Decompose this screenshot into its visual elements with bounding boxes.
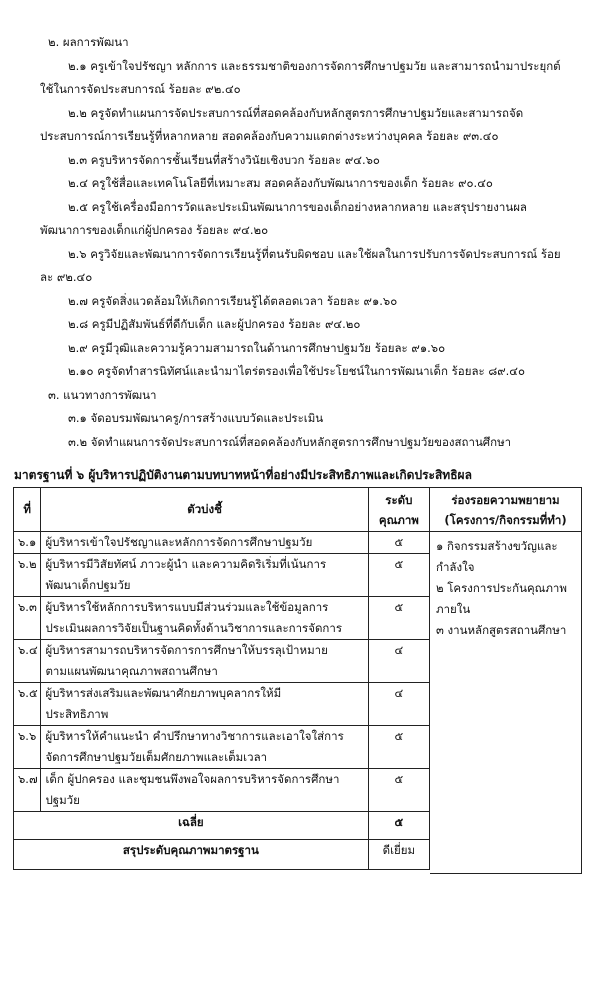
- approach-item-2: ๓.๒ จัดทำแผนการจัดประสบการณ์ที่สอดคล้องกับหลักสูตรการศึกษาปฐมวัยของสถานศึกษา: [68, 434, 512, 449]
- summary-label: สรุประดับคุณภาพมาตรฐาน: [14, 840, 369, 870]
- summary-row: [14, 840, 430, 870]
- result-item-3: ๒.๓ ครูบริหารจัดการชั้นเรียนที่สร้างวินัยเชิงบวก ร้อยละ ๙๔.๖๐: [68, 152, 380, 167]
- evidence-list: [430, 532, 581, 645]
- result-item-5-line-1: ๒.๕ ครูใช้เครื่องมือการวัดและประเมินพัฒนาการของเด็กอย่างหลากหลาย และสรุปรายงานผล: [68, 199, 527, 214]
- result-item-8: ๒.๘ ครูมีปฏิสัมพันธ์ที่ดีกับเด็ก และผู้ปกครอง ร้อยละ ๙๔.๒๐: [68, 317, 361, 331]
- header-indicator: ตัวบ่งชี้: [41, 488, 368, 532]
- evidence-header-line-1: ร่องรอยความพยายาม: [451, 493, 560, 507]
- header-level-line-1: ระดับ: [385, 492, 413, 507]
- result-item-1-line-1: ๒.๑ ครูเข้าใจปรัชญา หลักการ และธรรมชาติของการจัดการศึกษาปฐมวัย และสามารถนำมาประยุกต์: [68, 58, 561, 73]
- evidence-line: กำลังใจ: [436, 560, 475, 574]
- average-label: เฉลี่ย: [14, 812, 369, 840]
- table-header-row: [14, 488, 430, 532]
- evidence-header: [430, 488, 581, 532]
- row-level: ๔: [368, 640, 429, 683]
- table-row: [14, 640, 430, 683]
- table-row: [14, 532, 430, 554]
- result-item-5-line-2: พัฒนาการของเด็กแก่ผู้ปกครอง ร้อยละ ๙๔.๒๐: [40, 223, 269, 237]
- indicator-line: ประเมินผลการวิจัยเป็นฐานคิดทั้งด้านวิชาการและการจัดการ: [45, 621, 343, 635]
- row-num: ๖.๑: [14, 532, 41, 554]
- approach-heading: ๓. แนวทางการพัฒนา: [48, 387, 157, 402]
- result-item-4: ๒.๔ ครูใช้สื่อและเทคโนโลยีที่เหมาะสม สอดคล้องกับพัฒนาการของเด็ก ร้อยละ ๙๐.๔๐: [68, 176, 493, 190]
- standard-title: มาตรฐานที่ ๖ ผู้บริหารปฏิบัติงานตามบทบาทหน้าที่อย่างมีประสิทธิภาพและเกิดประสิทธิผล: [14, 468, 472, 482]
- row-level: ๕: [368, 597, 429, 640]
- indicator-line: ผู้บริหารมีวิสัยทัศน์ ภาวะผู้นำ และความคิดริเริ่มที่เน้นการ: [45, 557, 327, 571]
- row-indicator: [41, 554, 368, 597]
- row-num: ๖.๕: [14, 683, 41, 726]
- header-level-line-2: คุณภาพ: [378, 512, 419, 527]
- indicator-line: ผู้บริหารส่งเสริมและพัฒนาศักยภาพบุคลากรให้มี: [45, 686, 282, 700]
- row-indicator: [41, 769, 368, 812]
- header-num: ที่: [14, 488, 41, 532]
- indicator-line: ผู้บริหารสามารถบริหารจัดการการศึกษาให้บรรลุเป้าหมาย: [45, 643, 328, 657]
- row-num: ๖.๗: [14, 769, 41, 812]
- row-level: ๕: [368, 554, 429, 597]
- table-row: [14, 769, 430, 812]
- indicator-line: ตามแผนพัฒนาคุณภาพสถานศึกษา: [45, 664, 218, 678]
- evidence-header-line-2: (โครงการ/กิจกรรมที่ทำ): [444, 513, 567, 527]
- result-item-6-line-1: ๒.๖ ครูวิจัยและพัฒนาการจัดการเรียนรู้ที่ตนรับผิดชอบ และใช้ผลในการปรับการจัดประสบการณ์ ร้อย: [68, 246, 561, 261]
- table-row: [14, 683, 430, 726]
- result-item-2-line-2: ประสบการณ์การเรียนรู้ที่หลากหลาย สอดคล้องกับความแตกต่างระหว่างบุคคล ร้อยละ ๙๓.๔๐: [40, 129, 499, 143]
- row-indicator: [41, 532, 368, 554]
- table-row: [14, 726, 430, 769]
- indicator-line: พัฒนาเด็กปฐมวัย: [45, 578, 131, 592]
- indicator-line: เด็ก ผู้ปกครอง และชุมชนพึงพอใจผลการบริหารจัดการศึกษา: [45, 772, 340, 786]
- indicator-line: จัดการศึกษาปฐมวัยเต็มศักยภาพและเต็มเวลา: [45, 750, 268, 764]
- row-indicator: [41, 683, 368, 726]
- evidence-line: ๓ งานหลักสูตรสถานศึกษา: [436, 623, 567, 637]
- row-num: ๖.๖: [14, 726, 41, 769]
- row-num: ๖.๓: [14, 597, 41, 640]
- row-level: ๕: [368, 726, 429, 769]
- result-item-9: ๒.๙ ครูมีวุฒิและความรู้ความสามารถในด้านการศึกษาปฐมวัย ร้อยละ ๙๑.๖๐: [68, 340, 446, 355]
- row-num: ๖.๒: [14, 554, 41, 597]
- row-level: ๕: [368, 532, 429, 554]
- row-level: ๕: [368, 769, 429, 812]
- approach-item-1: ๓.๑ จัดอบรมพัฒนาครู/การสร้างแบบวัดและประเมิน: [68, 411, 324, 425]
- evidence-line: ๑ กิจกรรมสร้างขวัญและ: [436, 539, 558, 553]
- average-value: ๕: [368, 812, 429, 840]
- table-row: [14, 597, 430, 640]
- standard-table: [13, 487, 430, 870]
- indicator-line: ผู้บริหารให้คำแนะนำ คำปรึกษาทางวิชาการและเอาใจใส่การ: [45, 729, 344, 743]
- header-level: [368, 488, 429, 532]
- summary-value: ดีเยี่ยม: [368, 840, 429, 870]
- indicator-line: ประสิทธิภาพ: [45, 707, 109, 721]
- indicator-line: ผู้บริหารเข้าใจปรัชญาและหลักการจัดการศึกษาปฐมวัย: [45, 535, 313, 549]
- row-num: ๖.๔: [14, 640, 41, 683]
- table-row: [14, 554, 430, 597]
- row-indicator: [41, 726, 368, 769]
- result-item-2-line-1: ๒.๒ ครูจัดทำแผนการจัดประสบการณ์ที่สอดคล้องกับหลักสูตรการศึกษาปฐมวัยและสามารถจัด: [68, 105, 524, 120]
- result-item-7: ๒.๗ ครูจัดสิ่งแวดล้อมให้เกิดการเรียนรู้ได้ตลอดเวลา ร้อยละ ๙๑.๖๐: [68, 293, 398, 308]
- evidence-line: ภายใน: [436, 602, 471, 616]
- row-level: ๔: [368, 683, 429, 726]
- result-item-1-line-2: ใช้ในการจัดประสบการณ์ ร้อยละ ๙๒.๔๐: [40, 82, 241, 96]
- results-heading: ๒. ผลการพัฒนา: [48, 35, 129, 49]
- evidence-column: [430, 487, 582, 874]
- evidence-line: ๒ โครงการประกันคุณภาพ: [436, 581, 567, 595]
- result-item-6-line-2: ละ ๙๒.๔๐: [40, 270, 93, 284]
- indicator-line: ปฐมวัย: [45, 793, 80, 807]
- row-indicator: [41, 597, 368, 640]
- results-section: [40, 31, 580, 454]
- result-item-10: ๒.๑๐ ครูจัดทำสารนิทัศน์และนำมาไตร่ตรองเพื่อใช้ประโยชน์ในการพัฒนาเด็ก ร้อยละ ๘๙.๔๐: [68, 364, 525, 378]
- indicator-line: ผู้บริหารใช้หลักการบริหารแบบมีส่วนร่วมและใช้ข้อมูลการ: [45, 600, 329, 614]
- average-row: [14, 812, 430, 840]
- row-indicator: [41, 640, 368, 683]
